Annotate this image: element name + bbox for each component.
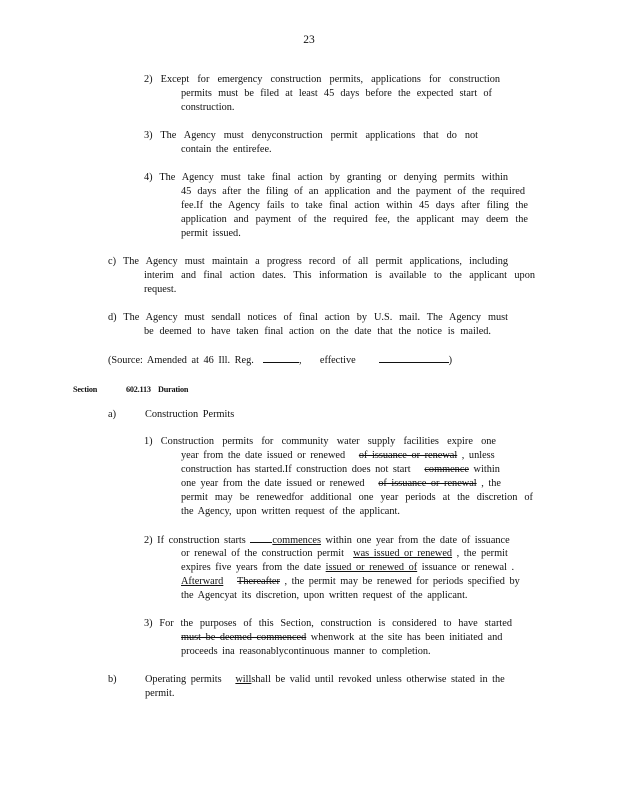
a2-line-3-text: expires five years from the date [181, 562, 322, 573]
a1-line-4 [181, 477, 501, 490]
a1-line-5: permit may be renewedfor additional one year periods at the discretion of [181, 492, 533, 503]
item-3-line-1: 3) The Agency must denyconstruction permit applications that do not [144, 130, 478, 141]
source-comma: , [299, 355, 302, 366]
a1-line-6: the Agency, upon written request of the applicant. [181, 506, 400, 517]
a2-line-2-text: or renewal of the construction permit [181, 548, 344, 559]
a1-line-4-text: one year from the date issued or renewed [181, 478, 365, 489]
source-note [108, 353, 452, 367]
source-close: ) [448, 355, 453, 366]
source-prefix: (Source: Amended at 46 Ill. Reg. [108, 355, 254, 366]
a1-line-2-text: year from the date issued or renewed [181, 450, 346, 461]
a2-line-2-inserted: was issued or renewed [353, 548, 453, 559]
item-3-line-2: contain the entirefee. [181, 144, 272, 155]
item-c-line-3: request. [144, 284, 177, 295]
source-effective: effective [319, 355, 356, 366]
item-c-line-1: c) The Agency must maintain a progress record of all permit applications, including [108, 256, 508, 267]
a1-line-3 [181, 463, 500, 476]
a2-line-4-deleted: Thereafter [237, 576, 280, 587]
page-number: 23 [303, 34, 315, 46]
b-line-1-tail: shall be valid until revoked unless otherwise stated in the [251, 674, 505, 685]
a1-line-3-text: construction has started.If construction does not start [181, 464, 411, 475]
a2-line-2 [181, 547, 508, 560]
section-label: Section [73, 385, 98, 394]
a3-line-3: proceeds ina reasonablycontinuous manner to completion. [181, 646, 431, 657]
a2-line-1-text: 2) If construction starts [144, 535, 246, 546]
a2-line-3-inserted: issued or renewed of [325, 562, 418, 573]
a2-line-2-tail: , the permit [452, 548, 508, 559]
register-page-blank [263, 353, 299, 363]
item-4-line-1: 4) The Agency must take final action by granting or denying permits within [144, 172, 508, 183]
a3-line-1: 3) For the purposes of this Section, construction is considered to have started [144, 618, 512, 629]
item-4-line-4: application and payment of the required fee, the applicant may deem the [181, 214, 528, 225]
b-line-1 [145, 673, 505, 686]
a3-line-2-deleted: must be deemed commenced [181, 632, 307, 643]
a1-line-4-tail: , the [476, 478, 501, 489]
a1-line-3-deleted: commence [424, 464, 469, 475]
a3-line-2-tail: whenwork at the site has been initiated and [306, 632, 503, 643]
a2-line-1-inserted: commences [272, 535, 321, 546]
item-c-line-2: interim and final action dates. This information is available to the applicant upon [144, 270, 535, 281]
a2-line-1-tail: within one year from the date of issuance [320, 535, 510, 546]
a2-line-1-rule [250, 533, 272, 543]
item-d-line-1: d) The Agency must sendall notices of final action by U.S. mail. The Agency must [108, 312, 508, 323]
a1-line-3-tail: within [468, 464, 500, 475]
subsection-a-marker: a) [108, 409, 116, 420]
item-4-line-2: 45 days after the filing of an application and the payment of the required [181, 186, 525, 197]
a2-line-3-tail: issuance or renewal . [417, 562, 515, 573]
item-2-line-1: 2) Except for emergency construction permits, applications for construction [144, 74, 500, 85]
subsection-a-title: Construction Permits [145, 409, 235, 420]
item-4-line-3: fee.If the Agency fails to take final action within 45 days after filing the [181, 200, 528, 211]
b-line-1-inserted: will [235, 674, 252, 685]
a2-line-4 [181, 575, 520, 588]
a1-line-2-tail: , unless [457, 450, 495, 461]
b-line-2: permit. [145, 688, 175, 699]
a3-line-2 [181, 631, 502, 644]
item-4-line-5: permit issued. [181, 228, 241, 239]
a2-line-1 [144, 533, 510, 547]
a1-line-2-deleted: of issuance or renewal [358, 450, 458, 461]
section-number: 602.113 [126, 385, 151, 394]
a1-line-2 [181, 449, 495, 462]
subsection-b-marker: b) [108, 674, 117, 685]
a2-line-5: the Agencyat its discretion, upon written request of the applicant. [181, 590, 468, 601]
a2-line-4-tail: , the permit may be renewed for periods specified by [279, 576, 520, 587]
item-d-line-2: be deemed to have taken final action on the date that the notice is mailed. [144, 326, 491, 337]
item-2-line-2: permits must be filed at least 45 days before the expected start of [181, 88, 492, 99]
a2-line-4-inserted: Afterward [181, 576, 224, 587]
b-line-1-text: Operating permits [145, 674, 222, 685]
effective-date-blank [379, 353, 449, 363]
a2-line-3 [181, 561, 514, 574]
section-title: Duration [158, 385, 189, 394]
item-2-line-3: construction. [181, 102, 235, 113]
a1-line-4-deleted: of issuance or renewal [378, 478, 477, 489]
a1-line-1: 1) Construction permits for community water supply facilities expire one [144, 436, 496, 447]
